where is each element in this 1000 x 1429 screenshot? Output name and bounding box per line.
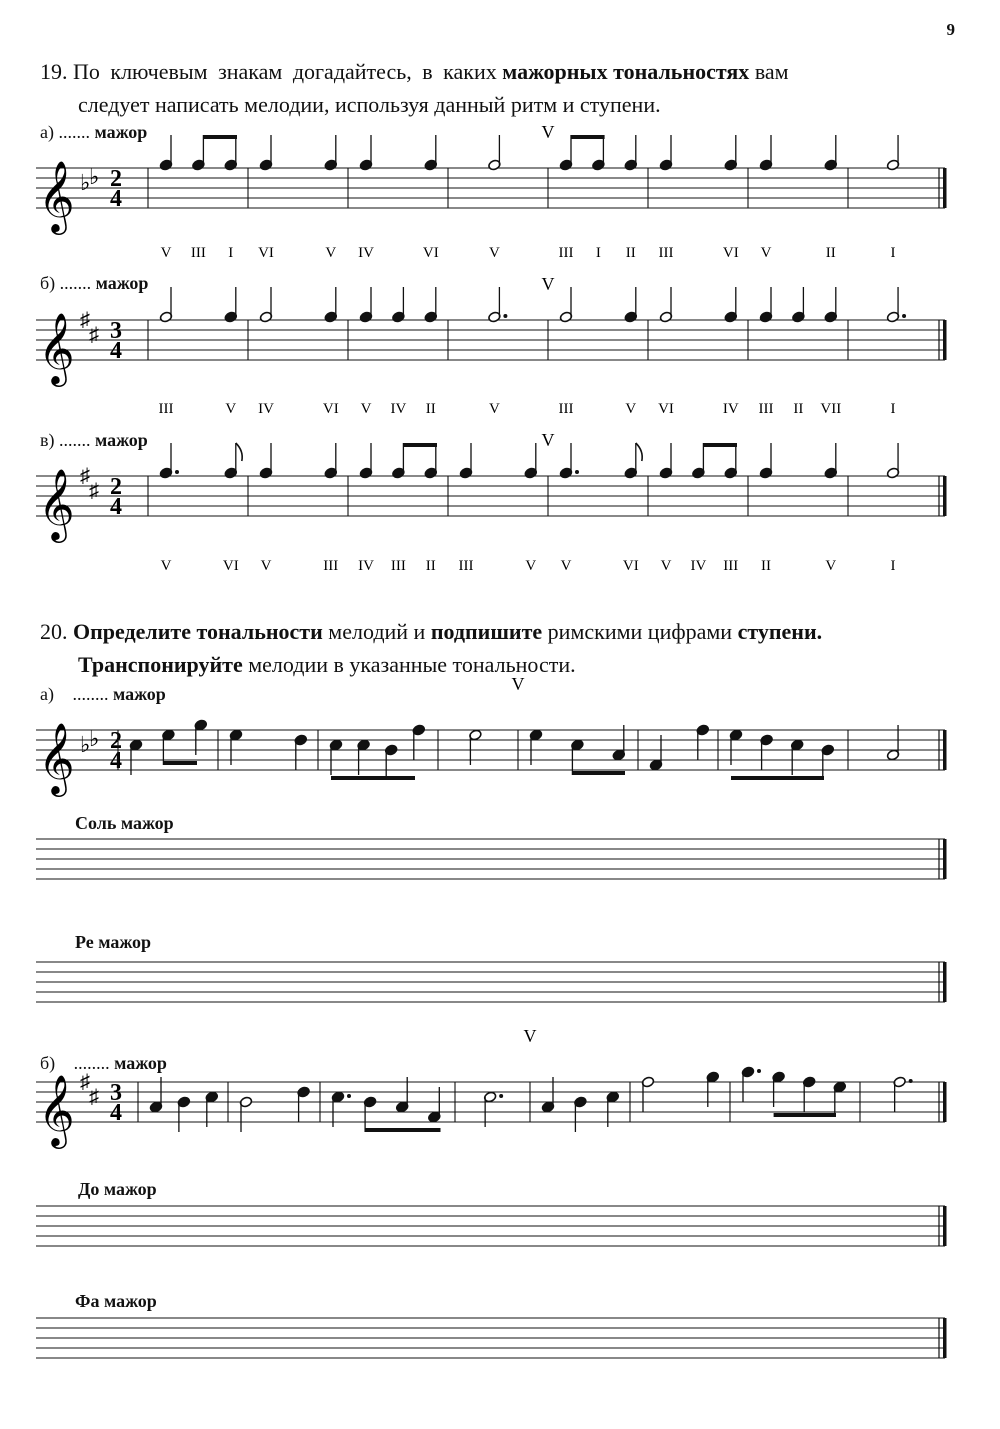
treble-clef-icon: 𝄞 bbox=[38, 315, 75, 383]
breath-mark: V bbox=[511, 674, 525, 694]
final-barline-thick bbox=[943, 1082, 947, 1122]
time-signature-top: 2 bbox=[110, 166, 122, 192]
sharp-c-icon: ♯ bbox=[89, 480, 99, 502]
sharp-f-icon: ♯ bbox=[80, 1071, 90, 1093]
transpose-label-g-major: Соль мажор bbox=[75, 813, 174, 833]
augmentation-dot bbox=[175, 470, 179, 474]
task-19-keyword: мажорных тональностях bbox=[502, 59, 750, 84]
staff-20b bbox=[36, 1026, 947, 1149]
scale-degree-label: III bbox=[158, 401, 174, 417]
final-barline-thick bbox=[943, 476, 947, 516]
scale-degree-label: VI bbox=[722, 245, 739, 261]
task-20-bold-2: подпишите bbox=[430, 619, 543, 644]
treble-clef-icon: 𝄞 bbox=[38, 471, 75, 539]
note-beam bbox=[331, 776, 415, 780]
scale-degree-label: V bbox=[825, 558, 837, 574]
final-barline-thick bbox=[943, 839, 947, 879]
scale-degree-label: III bbox=[458, 558, 474, 574]
scale-degree-label: V bbox=[488, 245, 500, 261]
treble-clef-icon: 𝄞 bbox=[38, 163, 75, 231]
sharp-c-icon: ♯ bbox=[89, 1086, 99, 1108]
augmentation-dot bbox=[503, 314, 507, 318]
flat-e-icon: ♭ bbox=[89, 164, 100, 189]
scale-degree-label: VI bbox=[622, 558, 639, 574]
note-beam bbox=[774, 1113, 836, 1117]
note-beam bbox=[703, 443, 737, 447]
scale-degree-label: II bbox=[425, 401, 436, 417]
scale-degree-label: V bbox=[260, 558, 272, 574]
scale-degree-label: IV bbox=[690, 558, 707, 574]
augmentation-dot bbox=[499, 1094, 503, 1098]
final-barline-thick bbox=[943, 730, 947, 770]
empty-staff-d bbox=[36, 962, 947, 1002]
transpose-label-f-major: Фа мажор bbox=[75, 1291, 157, 1311]
scale-degree-label: VI bbox=[322, 401, 339, 417]
scale-degree-label: III bbox=[658, 245, 674, 261]
label-20b-letter: б) bbox=[40, 1053, 56, 1073]
augmentation-dot bbox=[757, 1069, 761, 1073]
label-19b-letter: б) ....... bbox=[40, 273, 92, 293]
scale-degree-label: VII bbox=[820, 401, 842, 417]
scale-degree-label: III bbox=[190, 245, 206, 261]
time-signature-bottom: 4 bbox=[110, 748, 122, 774]
augmentation-dot bbox=[902, 314, 906, 318]
augmentation-dot bbox=[575, 470, 579, 474]
scale-degree-label: II bbox=[761, 558, 771, 574]
staff-19c bbox=[36, 430, 947, 574]
scale-degree-label: V bbox=[525, 558, 537, 574]
label-20a-word: мажор bbox=[112, 684, 166, 704]
scale-degree-label: VI bbox=[658, 401, 674, 417]
task-20-bold-1: Определите тональности bbox=[73, 619, 323, 644]
final-barline-thick bbox=[943, 320, 947, 360]
treble-clef-icon: 𝄞 bbox=[38, 1077, 75, 1145]
scale-degree-label: V bbox=[660, 558, 672, 574]
scale-degree-label: IV bbox=[722, 401, 739, 417]
scale-degree-label: I bbox=[890, 401, 896, 417]
label-20b-word: мажор bbox=[114, 1053, 167, 1073]
note-beam bbox=[731, 776, 824, 780]
time-signature-bottom: 4 bbox=[110, 1100, 122, 1126]
flat-e-icon: ♭ bbox=[89, 726, 100, 751]
scale-degree-label: III bbox=[558, 401, 574, 417]
scale-degree-label: II bbox=[425, 558, 436, 574]
scale-degree-label: III bbox=[758, 401, 774, 417]
empty-staff-c bbox=[36, 1206, 947, 1246]
label-20a-dots: ........ bbox=[72, 684, 109, 704]
treble-clef-icon: 𝄞 bbox=[38, 725, 75, 793]
note-beam bbox=[403, 443, 437, 447]
note-beam bbox=[365, 1128, 440, 1132]
scale-degree-label: V bbox=[625, 401, 637, 417]
task-19-text: По ключевым знакам догадайтесь, в каких bbox=[73, 59, 497, 84]
final-barline-thick bbox=[943, 1318, 947, 1358]
empty-staff-g bbox=[36, 839, 947, 879]
task-20-number: 20. bbox=[40, 619, 68, 644]
note-beam bbox=[203, 135, 237, 139]
scale-degree-label: III bbox=[723, 558, 739, 574]
label-19b-word: мажор bbox=[95, 273, 149, 293]
scale-degree-label: IV bbox=[358, 558, 374, 574]
scale-degree-label: VI bbox=[258, 245, 274, 261]
staff-19a bbox=[36, 122, 947, 261]
scale-degree-label: V bbox=[560, 558, 572, 574]
task-20-text-1: мелодий и bbox=[328, 619, 426, 644]
time-signature-top: 3 bbox=[110, 1080, 122, 1106]
final-barline-thick bbox=[943, 962, 947, 1002]
scale-degree-label: II bbox=[625, 245, 636, 261]
staff-19b bbox=[36, 274, 947, 417]
note-flag bbox=[236, 443, 242, 461]
scale-degree-label: IV bbox=[358, 245, 374, 261]
scale-degree-label: V bbox=[225, 401, 237, 417]
scale-degree-label: I bbox=[890, 558, 896, 574]
label-19a-letter: а) ....... bbox=[40, 122, 90, 142]
scale-degree-label: IV bbox=[390, 401, 407, 417]
scale-degree-label: V bbox=[325, 245, 337, 261]
task-20-text-2: римскими цифрами bbox=[547, 619, 733, 644]
scale-degree-label: II bbox=[825, 245, 836, 261]
scale-degree-label: IV bbox=[258, 401, 274, 417]
scale-degree-label: VI bbox=[222, 558, 239, 574]
empty-staff-f bbox=[36, 1318, 947, 1358]
label-19a-word: мажор bbox=[94, 122, 148, 142]
breath-mark: V bbox=[541, 274, 555, 294]
breath-mark: V bbox=[541, 122, 555, 142]
breath-mark: V bbox=[523, 1026, 537, 1046]
scale-degree-label: I bbox=[595, 245, 601, 261]
sharp-c-icon: ♯ bbox=[89, 324, 99, 346]
final-barline-thick bbox=[943, 168, 947, 208]
task-19-text-end: вам bbox=[754, 59, 789, 84]
flat-b-icon: ♭ bbox=[80, 170, 91, 195]
time-signature-top: 2 bbox=[110, 474, 122, 500]
transpose-label-d-major: Ре мажор bbox=[75, 932, 151, 952]
label-20b-dots: ........ bbox=[73, 1053, 110, 1073]
scale-degree-label: V bbox=[160, 245, 172, 261]
page-number: 9 bbox=[946, 20, 955, 39]
scale-degree-label: V bbox=[488, 401, 500, 417]
scale-degree-label: I bbox=[890, 245, 896, 261]
time-signature-top: 3 bbox=[110, 318, 122, 344]
scale-degree-label: V bbox=[360, 401, 372, 417]
flat-b-icon: ♭ bbox=[80, 732, 91, 757]
scale-degree-label: VI bbox=[422, 245, 439, 261]
label-19c-letter: в) ....... bbox=[40, 430, 91, 450]
augmentation-dot bbox=[347, 1094, 351, 1098]
scale-degree-label: V bbox=[160, 558, 172, 574]
note-flag bbox=[636, 443, 642, 461]
sharp-f-icon: ♯ bbox=[80, 309, 90, 331]
scale-degree-label: III bbox=[390, 558, 406, 574]
note-beam bbox=[571, 135, 605, 139]
scale-degree-label: V bbox=[760, 245, 772, 261]
scale-degree-label: III bbox=[323, 558, 339, 574]
scale-degree-label: III bbox=[558, 245, 574, 261]
task-20-text-3: мелодии в указанные тональности. bbox=[248, 652, 576, 677]
task-19-line-2: следует написать мелодии, используя данный ритм и ступени. bbox=[78, 92, 661, 117]
scale-degree-label: II bbox=[793, 401, 804, 417]
time-signature-top: 2 bbox=[110, 728, 122, 754]
staff-20a bbox=[36, 674, 947, 797]
time-signature-bottom: 4 bbox=[110, 186, 122, 212]
task-20-bold-3: ступени. bbox=[737, 619, 823, 644]
transpose-label-c-major: До мажор bbox=[78, 1179, 157, 1199]
note-beam bbox=[163, 761, 197, 765]
label-20a-letter: а) bbox=[40, 684, 54, 704]
scale-degree-label: I bbox=[228, 245, 234, 261]
note-beam bbox=[572, 771, 625, 775]
final-barline-thick bbox=[943, 1206, 947, 1246]
label-19c-word: мажор bbox=[95, 430, 148, 450]
time-signature-bottom: 4 bbox=[110, 494, 122, 520]
sharp-f-icon: ♯ bbox=[80, 465, 90, 487]
time-signature-bottom: 4 bbox=[110, 338, 122, 364]
task-19-number: 19. bbox=[40, 59, 68, 84]
breath-mark: V bbox=[541, 430, 555, 450]
augmentation-dot bbox=[909, 1079, 913, 1083]
task-20-bold-4: Транспонируйте bbox=[78, 652, 243, 677]
